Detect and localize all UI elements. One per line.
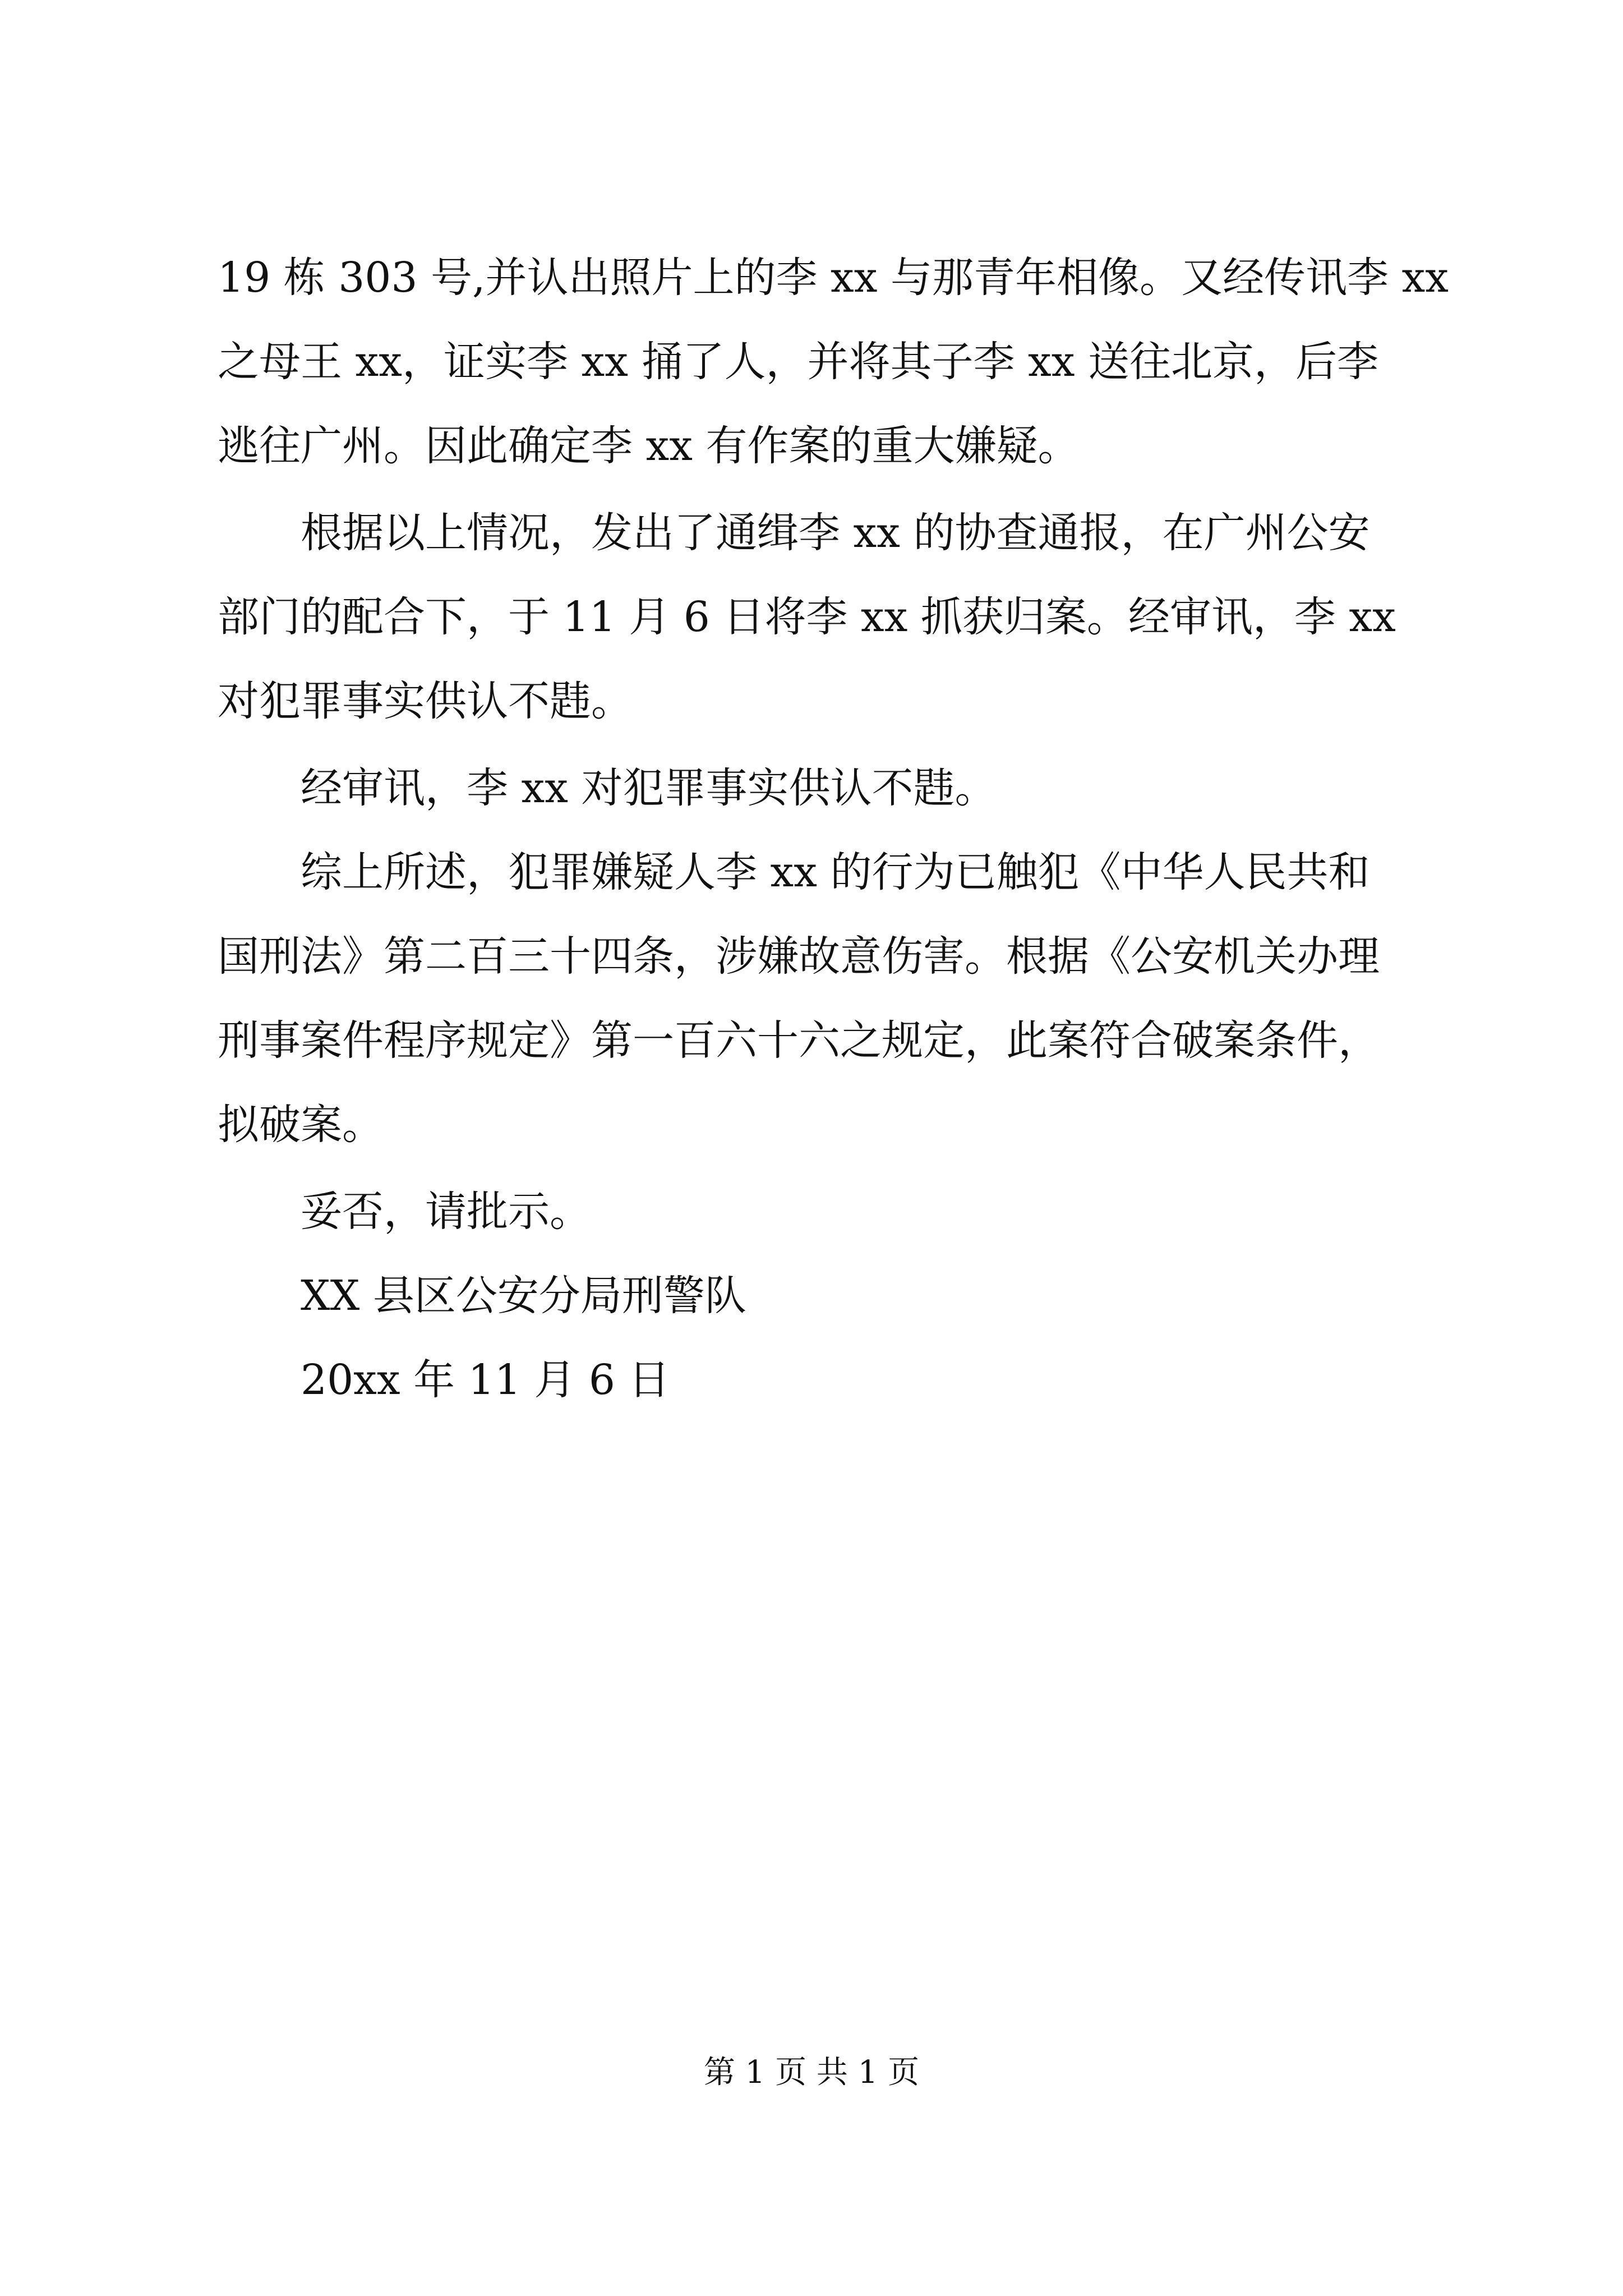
paragraph-line: 综上所述，犯罪嫌疑人李 xx 的行为已触犯《中华人民共和 xyxy=(301,848,1370,896)
signature-date: 20xx 年 11 月 6 日 xyxy=(301,1356,670,1404)
paragraph-line: 经审讯，李 xx 对犯罪事实供认不韪。 xyxy=(301,764,997,812)
body-line: 19 栋 303 号,并认出照片上的李 xx 与那青年相像。又经传讯李 xx xyxy=(218,254,1449,302)
body-line: 对犯罪事实供认不韪。 xyxy=(218,677,633,725)
page-number-footer: 第 1 页 共 1 页 xyxy=(703,2054,920,2091)
body-line: 部门的配合下，于 11 月 6 日将李 xx 抓获归案。经审讯，李 xx xyxy=(218,593,1396,641)
body-line: 国刑法》第二百三十四条，涉嫌故意伤害。根据《公安机关办理 xyxy=(218,932,1380,981)
signature-unit: XX 县区公安分局刑警队 xyxy=(301,1272,746,1320)
body-line: 逃往广州。因此确定李 xx 有作案的重大嫌疑。 xyxy=(218,422,1080,470)
body-line: 拟破案。 xyxy=(218,1101,384,1149)
paragraph-line: 根据以上情况，发出了通缉李 xx 的协查通报，在广州公安 xyxy=(301,509,1370,557)
body-line: 之母王 xx，证实李 xx 捅了人，并将其子李 xx 送往北京，后李 xyxy=(218,338,1379,386)
closing-request: 妥否，请批示。 xyxy=(301,1188,591,1236)
body-line: 刑事案件程序规定》第一百六十六之规定，此案符合破案条件， xyxy=(218,1016,1380,1065)
